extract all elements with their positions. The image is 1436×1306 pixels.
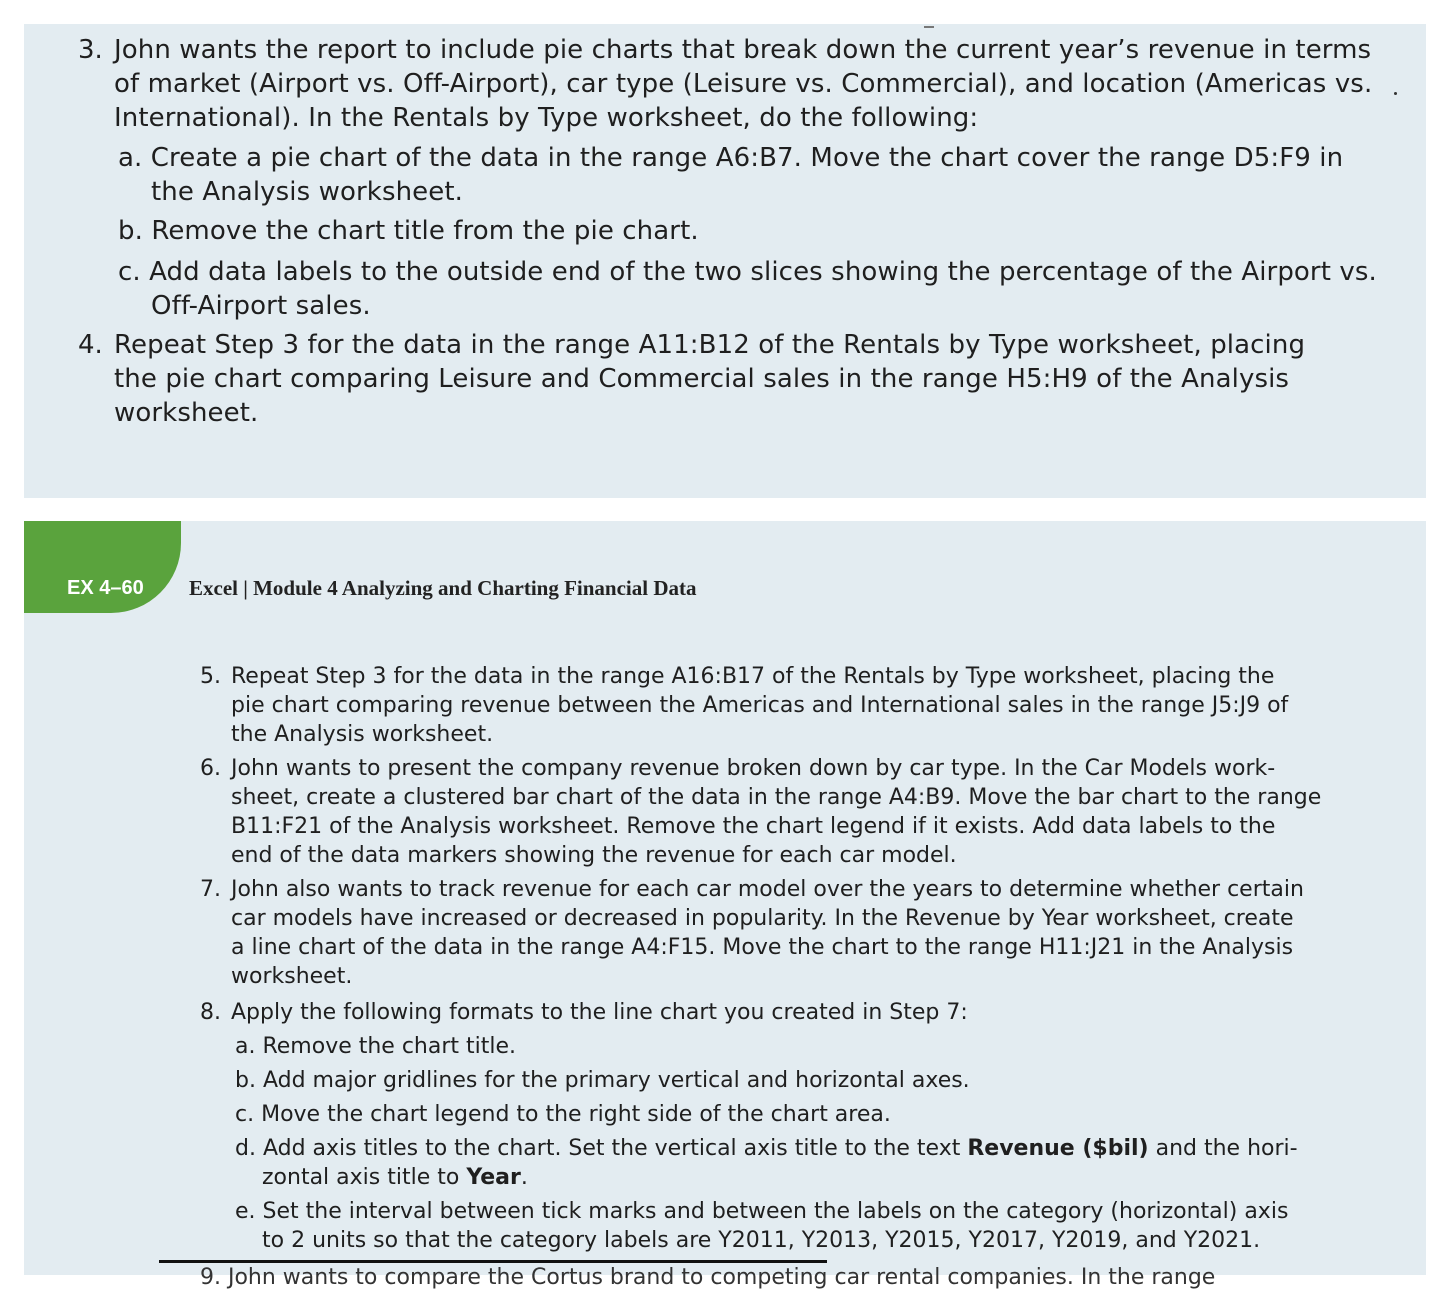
- bottom-panel: [24, 521, 1426, 1290]
- item-text-line: worksheet.: [231, 964, 353, 989]
- subitem-text-line: the Analysis worksheet.: [151, 177, 464, 207]
- item-text-line: John wants to present the company revenue broken down by car type. In the Car Models work-: [231, 756, 1276, 781]
- subitem-text-line: e. Set the interval between tick marks and between the labels on the category (horizontal) axis: [235, 1199, 1289, 1224]
- item-number: 5.: [200, 664, 221, 689]
- item-number: 6.: [200, 756, 221, 781]
- running-header-title: Excel | Module 4 Analyzing and Charting Financial Data: [189, 576, 697, 600]
- subitem-text: and the hori-: [1148, 1136, 1298, 1161]
- subitem-text-line: Off-Airport sales.: [151, 291, 371, 321]
- item-number: 3.: [78, 35, 103, 65]
- subitem-text: d. Add axis titles to the chart. Set the vertical axis title to the text: [235, 1136, 968, 1161]
- cut-off-text-line: 9. John wants to compare the Cortus brand to competing car rental companies. In the range: [200, 1265, 1216, 1290]
- item-text-line: B11:F21 of the Analysis worksheet. Remove the chart legend if it exists. Add data labels to the: [231, 814, 1276, 839]
- item-number: 7.: [200, 877, 221, 902]
- subitem-text-line: b. Add major gridlines for the primary vertical and horizontal axes.: [235, 1068, 970, 1093]
- bold-term: Year: [466, 1165, 521, 1190]
- cut-off-text-fragment: [924, 24, 1024, 28]
- subitem-text-line: c. Move the chart legend to the right side of the chart area.: [235, 1102, 891, 1127]
- item-text-line: pie chart comparing revenue between the Americas and International sales in the range J5:J9 of: [231, 693, 1289, 718]
- item-text-line: sheet, create a clustered bar chart of the data in the range A4:B9. Move the bar chart to the range: [231, 785, 1322, 810]
- item-text-line: a line chart of the data in the range A4:F15. Move the chart to the range H11:J21 in the Analysis: [231, 935, 1294, 960]
- subitem-text-line: a. Remove the chart title.: [235, 1034, 517, 1059]
- item-text-line: end of the data markers showing the revenue for each car model.: [231, 843, 957, 868]
- item-text-line: the pie chart comparing Leisure and Commercial sales in the range H5:H9 of the Analysis: [114, 364, 1290, 394]
- stray-dot: [1394, 92, 1397, 95]
- item-number: 4.: [78, 330, 103, 360]
- item-number: 8.: [200, 1000, 221, 1025]
- item-text-line: John wants the report to include pie charts that break down the current year’s revenue in terms: [114, 35, 1372, 65]
- item-text-line: of market (Airport vs. Off-Airport), car type (Leisure vs. Commercial), and location (Americas vs.: [114, 69, 1373, 99]
- item-text-line: worksheet.: [114, 398, 259, 428]
- item-text-line: the Analysis worksheet.: [231, 722, 494, 747]
- subitem-text-line: c. Add data labels to the outside end of the two slices showing the percentage of the Airport vs.: [118, 257, 1377, 287]
- item-text-line: Apply the following formats to the line chart you created in Step 7:: [231, 1000, 968, 1025]
- item-text-line: Repeat Step 3 for the data in the range A11:B12 of the Rentals by Type worksheet, placing: [114, 330, 1306, 360]
- subitem-text: zontal axis title to: [262, 1165, 467, 1190]
- item-text-line: car models have increased or decreased in popularity. In the Revenue by Year worksheet, create: [231, 906, 1294, 931]
- subitem-text-line: [262, 1163, 528, 1192]
- item-text-line: International). In the Rentals by Type worksheet, do the following:: [114, 103, 979, 133]
- subitem-text-line: a. Create a pie chart of the data in the range A6:B7. Move the chart cover the range D5:F9 in: [118, 143, 1344, 173]
- bold-term: Revenue ($bil): [967, 1136, 1149, 1161]
- page-number-label: EX 4–60: [67, 577, 144, 599]
- item-text-line: John also wants to track revenue for each car model over the years to determine whether certain: [231, 877, 1304, 902]
- subitem-text-line: [235, 1134, 1298, 1163]
- top-panel: [24, 24, 1426, 498]
- item-text-line: Repeat Step 3 for the data in the range A16:B17 of the Rentals by Type worksheet, placing the: [231, 664, 1275, 689]
- subitem-text: .: [520, 1165, 528, 1190]
- subitem-text-line: b. Remove the chart title from the pie chart.: [118, 216, 699, 246]
- subitem-text-line: to 2 units so that the category labels are Y2011, Y2013, Y2015, Y2017, Y2019, and Y2021.: [262, 1228, 1261, 1253]
